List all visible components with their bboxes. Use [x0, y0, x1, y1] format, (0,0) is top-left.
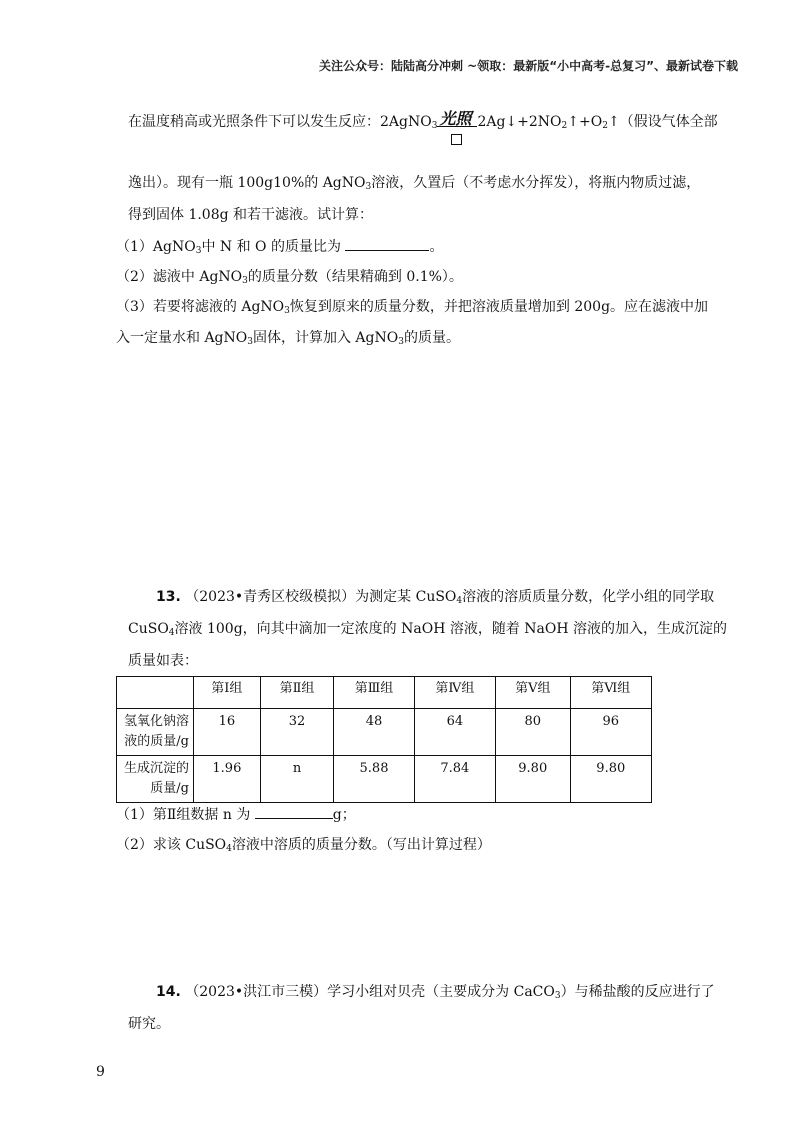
table-header-cell: 第Ⅱ组	[260, 677, 334, 709]
q14-line1: 14. （2023•洪江市三模）学习小组对贝壳（主要成分为 CaCO$_3$）与稀盐酸的反应进行了	[156, 984, 715, 1001]
precipitate-data-table	[116, 676, 652, 803]
table-header-cell: 第Ⅳ组	[414, 677, 495, 709]
answer-blank	[255, 804, 333, 819]
heat-box-icon	[451, 134, 462, 145]
table-cell: 7.84	[414, 756, 495, 803]
q12-part3-line1: （3）若要将滤液的 AgNO$_3$恢复到原来的质量分数，并把溶液质量增加到 200g。应在滤液中加	[116, 299, 709, 316]
table-header-cell	[117, 677, 194, 709]
q13-part2: （2）求该 CuSO$_4$溶液中溶质的质量分数。（写出计算过程）	[116, 837, 491, 854]
question-number: 14.	[156, 984, 181, 1000]
reaction-condition: 光照	[437, 112, 477, 132]
q13-line3: 质量如表：	[128, 653, 198, 669]
table-cell: 32	[260, 709, 334, 756]
table-cell: n	[260, 756, 334, 803]
table-cell: 48	[334, 709, 414, 756]
table-cell: 9.80	[570, 756, 651, 803]
q13-part1: （1）第Ⅱ组数据 n 为 g；	[116, 804, 356, 824]
table-header-cell: 第Ⅴ组	[495, 677, 570, 709]
q13-line2: CuSO$_4$溶液 100g，向其中滴加一定浓度的 NaOH 溶液，随着 NaOH 溶液的加入，生成沉淀的	[128, 621, 728, 638]
q12-part3-line2: 入一定量水和 AgNO$_3$固体，计算加入 AgNO$_3$的质量。	[116, 330, 460, 347]
table-row	[117, 756, 652, 803]
table-cell: 64	[414, 709, 495, 756]
row-label: 生成沉淀的 质量/g	[117, 756, 194, 803]
table-cell: 96	[570, 709, 651, 756]
table-cell: 1.96	[194, 756, 261, 803]
q12-line2: 逸出）。现有一瓶 100g10%的 AgNO$_3$溶液，久置后（不考虑水分挥发），将瓶内物质过滤，	[128, 175, 701, 192]
page-header: 关注公众号：陆陆高分冲刺 ~领取：最新版“小中高考-总复习”、最新试卷下载	[319, 59, 738, 73]
q14-line2: 研究。	[128, 1016, 170, 1032]
table-header-cell: 第Ⅲ组	[334, 677, 414, 709]
page-number: 9	[96, 1064, 105, 1080]
answer-blank	[345, 236, 429, 251]
table-cell: 80	[495, 709, 570, 756]
table-cell: 16	[194, 709, 261, 756]
row-label: 氢氧化钠溶 液的质量/g	[117, 709, 194, 756]
table-cell: 5.88	[334, 756, 414, 803]
table-header-cell: 第Ⅰ组	[194, 677, 261, 709]
q12-part2: （2）滤液中 AgNO$_3$的质量分数（结果精确到 0.1%）。	[116, 269, 463, 286]
table-cell: 9.80	[495, 756, 570, 803]
q12-line1: 在温度稍高或光照条件下可以发生反应：2AgNO$_3$ 光照 $2Ag↓+2NO_2↑+O_2↑$（假设气体全部	[128, 111, 718, 132]
question-number: 13.	[156, 589, 181, 605]
table-header-cell: 第Ⅵ组	[570, 677, 651, 709]
table-header-row	[117, 677, 652, 709]
table-row	[117, 709, 652, 756]
q12-part1: （1）AgNO$_3$中 N 和 O 的质量比为 。	[116, 236, 443, 256]
q12-line3: 得到固体 1.08g 和若干滤液。试计算：	[128, 207, 374, 223]
q13-line1: 13. （2023•青秀区校级模拟）为测定某 CuSO$_4$溶液的溶质质量分数，化学小组的同学取	[156, 589, 715, 606]
